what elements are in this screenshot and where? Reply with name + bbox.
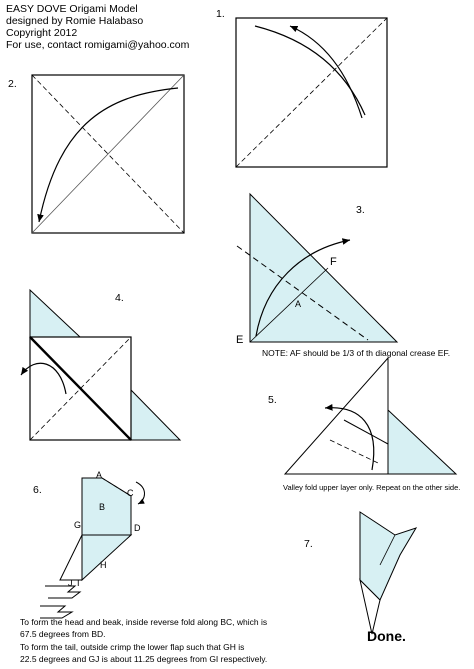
- step-6-diagram: [40, 478, 145, 618]
- step-3-label-f: F: [330, 256, 337, 268]
- step-4-diagram: [21, 290, 180, 440]
- step-number-2: 2.: [8, 78, 17, 90]
- step-6-lower-flap: [82, 535, 131, 580]
- step-4-bottom-flap: [131, 390, 180, 440]
- step-1-diagram: [236, 18, 387, 167]
- step-6-head-text-2: 67.5 degrees from BD.: [20, 629, 106, 639]
- header-designer: designed by Romie Halabaso: [6, 15, 144, 27]
- header-title: EASY DOVE Origami Model: [6, 3, 138, 15]
- step-5-diagram: [285, 358, 456, 474]
- step-number-1: 1.: [216, 8, 225, 20]
- header-copyright: Copyright 2012: [6, 27, 78, 39]
- step-5-note: Valley fold upper layer only. Repeat on the other side.: [283, 483, 461, 492]
- step-6-label-d: D: [134, 523, 141, 533]
- done-label: Done.: [367, 628, 406, 644]
- step-6-head-arrow: [136, 482, 145, 504]
- step-number-3: 3.: [356, 204, 365, 216]
- step-6-tail-text-1: To form the tail, outside crimp the lower flap such that GH is: [20, 642, 245, 652]
- step-3-note: NOTE: AF should be 1/3 of th diagonal crease EF.: [262, 348, 451, 358]
- step-6-label-g: G: [74, 520, 82, 530]
- step-3-diagram: [237, 194, 397, 342]
- step-5-right-flap: [388, 410, 456, 474]
- step-number-6: 6.: [33, 484, 42, 496]
- step-3-label-e: E: [236, 334, 244, 346]
- step-6-label-c: C: [127, 488, 134, 498]
- step-number-5: 5.: [268, 394, 277, 406]
- step-6-head-text-1: To form the head and beak, inside reverse fold along BC, which is: [20, 617, 268, 627]
- step-4-top-flap: [30, 290, 80, 337]
- step-6-label-i: I: [77, 578, 80, 588]
- header-contact: For use, contact romigami@yahoo.com: [6, 39, 190, 51]
- step-6-body: [82, 478, 131, 535]
- step-6-label-a: A: [96, 470, 103, 480]
- step-6-label-b: B: [99, 502, 106, 512]
- step-7-dove-body: [360, 512, 416, 600]
- step-number-4: 4.: [115, 292, 124, 304]
- step-7-diagram: [360, 512, 416, 634]
- step-6-tail-text-2: 22.5 degrees and GJ is about 11.25 degrees from GI respectively.: [20, 654, 268, 664]
- step-6-tail: [60, 535, 82, 580]
- step-3-triangle: [250, 194, 397, 342]
- step-6-crimp-arrow-1: [45, 586, 80, 598]
- step-6-label-h: H: [100, 560, 107, 570]
- step-6-label-j: J: [68, 578, 73, 588]
- step-3-label-a: A: [295, 299, 302, 309]
- step-number-7: 7.: [304, 538, 313, 550]
- step-2-diagram: [32, 75, 184, 233]
- step-5-back-layer: [285, 358, 388, 474]
